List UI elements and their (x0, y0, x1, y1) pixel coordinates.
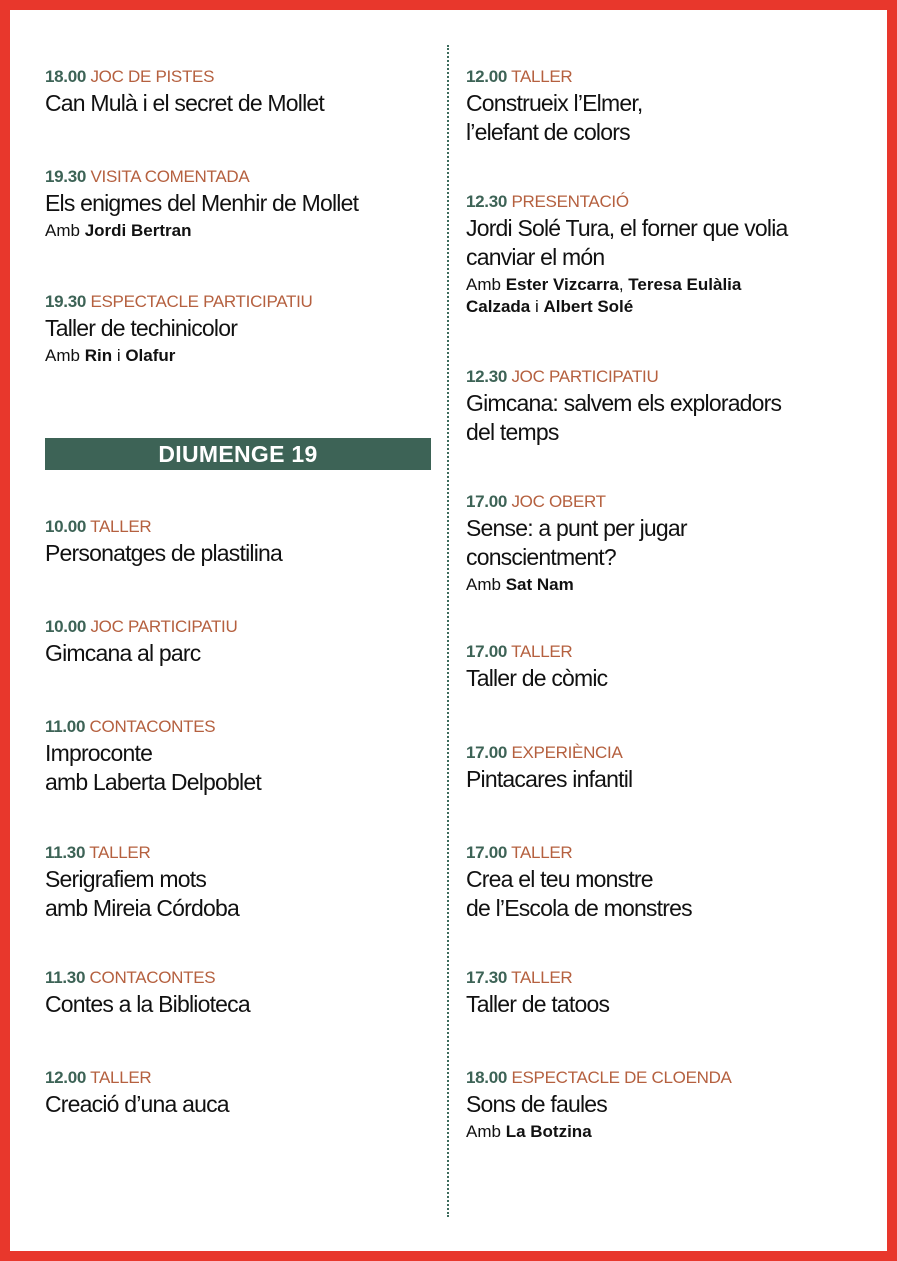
event-category: TALLER (511, 642, 573, 661)
event-time: 10.00 (45, 617, 87, 636)
performer-name: Jordi Bertran (84, 221, 192, 240)
event-category: PRESENTACIÓ (511, 192, 629, 211)
event-item (45, 617, 431, 668)
event-item (45, 717, 431, 797)
event-performers: Amb La Botzina (466, 1122, 592, 1141)
event-time: 10.00 (45, 517, 87, 536)
event-title: Pintacares infantil (466, 766, 633, 792)
event-item (45, 167, 431, 242)
event-performers: Amb Rin i Olafur (45, 346, 176, 365)
event-time: 12.30 (466, 192, 508, 211)
performer-name: Olafur (125, 346, 176, 365)
event-category: TALLER (511, 843, 573, 862)
event-title: Gimcana: salvem els exploradors del temps (466, 390, 782, 445)
event-title: Taller de tatoos (466, 991, 610, 1017)
event-title: Sense: a punt per jugar conscientment? (466, 515, 687, 570)
performer-name: Albert Solé (543, 297, 634, 316)
event-time: 11.30 (45, 968, 86, 987)
event-item (466, 492, 866, 596)
event-category: TALLER (90, 517, 152, 536)
performer-name: Teresa Eulàlia (628, 275, 742, 294)
event-time: 11.30 (45, 843, 86, 862)
event-item (466, 642, 866, 693)
performer-name: Sat Nam (505, 575, 574, 594)
event-title: Sons de faules (466, 1091, 607, 1117)
column-divider (447, 45, 449, 1217)
event-title: Taller de còmic (466, 665, 608, 691)
event-item (466, 67, 866, 147)
performer-name: La Botzina (505, 1122, 592, 1141)
day-header: DIUMENGE 19 (45, 438, 431, 470)
event-time: 19.30 (45, 167, 87, 186)
event-time: 17.00 (466, 843, 508, 862)
event-item (45, 292, 431, 367)
event-title: Construeix l’Elmer, l’elefant de colors (466, 90, 643, 145)
event-category: TALLER (90, 1068, 152, 1087)
event-time: 17.00 (466, 743, 508, 762)
event-item (45, 843, 431, 923)
event-performers: Amb Jordi Bertran (45, 221, 192, 240)
event-item (466, 743, 866, 794)
event-time: 18.00 (466, 1068, 508, 1087)
event-item (45, 517, 431, 568)
event-item (45, 1068, 431, 1119)
program-page (10, 10, 887, 1251)
event-category: EXPERIÈNCIA (511, 743, 623, 762)
event-time: 19.30 (45, 292, 87, 311)
event-category: CONTACONTES (89, 968, 216, 987)
event-title: Creació d’una auca (45, 1091, 229, 1117)
event-time: 18.00 (45, 67, 87, 86)
event-time: 17.30 (466, 968, 508, 987)
event-time: 11.00 (45, 717, 86, 736)
event-time: 12.00 (45, 1068, 87, 1087)
event-category: CONTACONTES (89, 717, 216, 736)
event-item (466, 843, 866, 923)
event-item (466, 968, 866, 1019)
event-title: Crea el teu monstre de l’Escola de monstres (466, 866, 692, 921)
event-category: JOC PARTICIPATIU (511, 367, 659, 386)
event-category: TALLER (89, 843, 151, 862)
event-title: Contes a la Biblioteca (45, 991, 250, 1017)
performer-name: Rin (84, 346, 113, 365)
event-category: TALLER (511, 968, 573, 987)
event-category: ESPECTACLE DE CLOENDA (511, 1068, 732, 1087)
event-time: 17.00 (466, 492, 508, 511)
performer-name: Calzada (466, 297, 531, 316)
event-item (466, 192, 866, 318)
event-title: Gimcana al parc (45, 640, 201, 666)
performer-name: Ester Vizcarra (505, 275, 619, 294)
event-item (45, 968, 431, 1019)
event-title: Taller de techinicolor (45, 315, 238, 341)
event-title: Personatges de plastilina (45, 540, 282, 566)
event-category: ESPECTACLE PARTICIPATIU (90, 292, 313, 311)
event-category: VISITA COMENTADA (90, 167, 250, 186)
event-item (45, 67, 431, 118)
event-category: TALLER (511, 67, 573, 86)
event-item (466, 1068, 866, 1143)
event-performers: Amb Sat Nam (466, 575, 574, 594)
event-category: JOC DE PISTES (90, 67, 215, 86)
event-item (466, 367, 866, 447)
event-category: JOC OBERT (511, 492, 606, 511)
event-title: Serigrafiem mots amb Mireia Córdoba (45, 866, 239, 921)
event-time: 17.00 (466, 642, 508, 661)
event-title: Els enigmes del Menhir de Mollet (45, 190, 359, 216)
event-category: JOC PARTICIPATIU (90, 617, 238, 636)
event-performers: Amb Ester Vizcarra, Teresa Eulàlia Calzada i Albert Solé (466, 275, 742, 316)
event-time: 12.30 (466, 367, 508, 386)
event-time: 12.00 (466, 67, 508, 86)
event-title: Can Mulà i el secret de Mollet (45, 90, 324, 116)
event-title: Improconte amb Laberta Delpoblet (45, 740, 261, 795)
event-title: Jordi Solé Tura, el forner que volia canviar el món (466, 215, 788, 270)
